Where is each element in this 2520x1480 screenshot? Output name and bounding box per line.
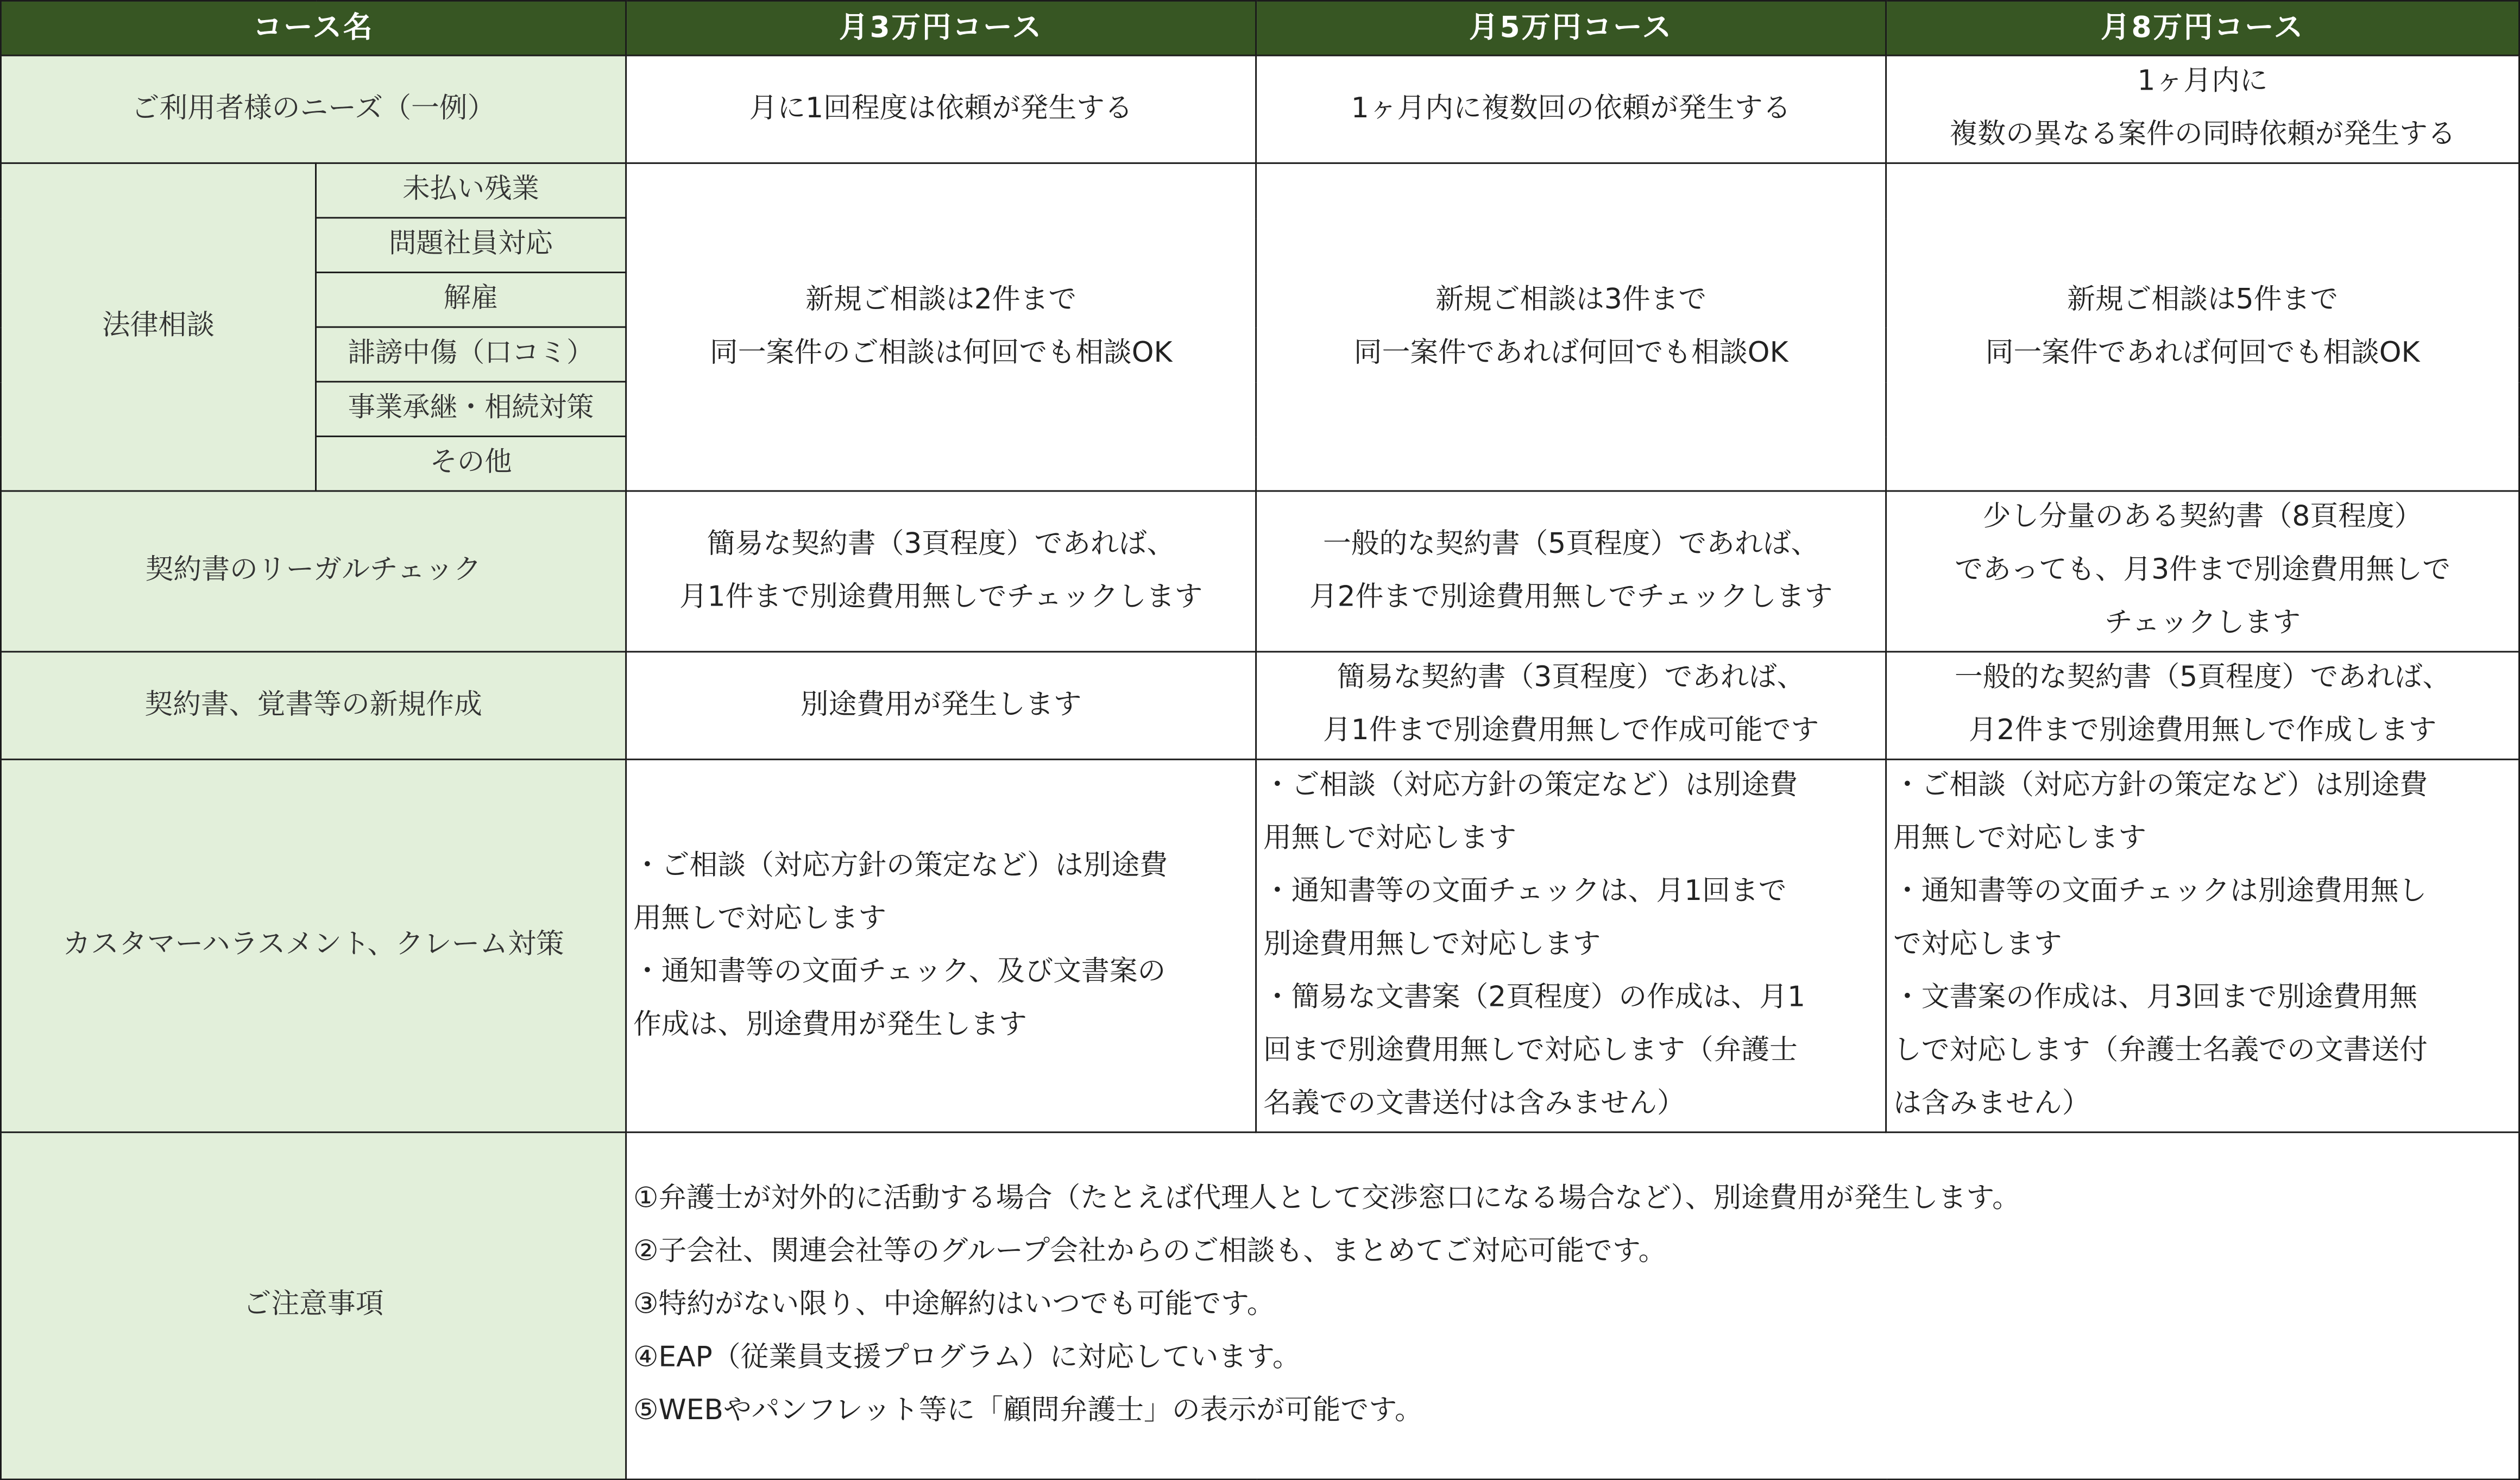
cell-line: 新規ご相談は3件まで — [1435, 284, 1707, 316]
needs-course-5 — [1256, 55, 1886, 163]
cell-line: ・文書案の作成は、月3回まで別途費用無 — [1893, 982, 2418, 1015]
contract-new-course-3 — [626, 652, 1256, 759]
harassment-course-5 — [1256, 759, 1886, 1132]
needs-row — [1, 55, 2519, 163]
needs-course-3 — [626, 55, 1256, 163]
contract-check-course-3 — [626, 491, 1256, 652]
cell-line: 同一案件であれば何回でも相談OK — [1985, 336, 2420, 369]
cell-line: しで対応します（弁護士名義での文書送付 — [1893, 1035, 2428, 1067]
harassment-row — [1, 759, 2519, 1132]
cell-line: 一般的な契約書（5頁程度）であれば、 — [1954, 662, 2451, 695]
cell-line: 一般的な契約書（5頁程度）であれば、 — [1322, 528, 1819, 560]
cell-line: 別途費用が発生します — [800, 689, 1082, 721]
cell-line: ・通知書等の文面チェック、及び文書案の — [633, 955, 1166, 988]
cell-line: 簡易な契約書（3頁程度）であれば、 — [707, 528, 1175, 560]
cell-line: は含みません） — [1893, 1088, 2090, 1120]
cell-line: 月1件まで別途費用無しで作成可能です — [1322, 715, 1819, 748]
notes-row — [1, 1132, 2519, 1479]
harassment-course-3 — [626, 759, 1256, 1132]
cell-line: 少し分量のある契約書（8頁程度） — [1982, 501, 2423, 534]
cell-line: で対応します — [1893, 929, 2062, 961]
contract-check-label: 契約書のリーガルチェック — [1, 491, 626, 652]
header-course-8: 月8万円コース — [1886, 1, 2519, 55]
cell-line: ③特約がない限り、中途解約はいつでも可能です。 — [633, 1289, 1275, 1321]
notes-label: ご注意事項 — [1, 1132, 626, 1479]
contract-new-row — [1, 652, 2519, 759]
cell-line: ・通知書等の文面チェックは別途費用無し — [1893, 876, 2427, 908]
contract-check-row — [1, 491, 2519, 652]
legal-course-5 — [1256, 163, 1886, 491]
cell-line: 同一案件のご相談は何回でも相談OK — [709, 336, 1173, 369]
legal-topic-succession: 事業承継・相続対策 — [316, 382, 626, 437]
legal-label: 法律相談 — [1, 163, 316, 491]
cell-line: ・ご相談（対応方針の策定など）は別途費 — [1893, 770, 2428, 802]
cell-line: チェックします — [2105, 607, 2301, 640]
cell-line: 回まで別途費用無しで対応します（弁護士 — [1263, 1035, 1798, 1067]
legal-course-3 — [626, 163, 1256, 491]
cell-line: 作成は、別途費用が発生します — [633, 1008, 1027, 1041]
header-course-3: 月3万円コース — [626, 1, 1256, 55]
cell-line: ・ご相談（対応方針の策定など）は別途費 — [1263, 770, 1798, 802]
header-course-name: コース名 — [1, 1, 626, 55]
cell-line: 月2件まで別途費用無しで作成します — [1968, 715, 2437, 748]
legal-row — [1, 163, 2519, 218]
contract-new-course-5 — [1256, 652, 1886, 759]
needs-course-8 — [1886, 55, 2519, 163]
legal-course-8 — [1886, 163, 2519, 491]
cell-line: ・簡易な文書案（2頁程度）の作成は、月1 — [1263, 982, 1806, 1015]
cell-line: 簡易な契約書（3頁程度）であれば、 — [1337, 662, 1805, 695]
cell-line: 用無しで対応します — [1893, 823, 2147, 855]
legal-topic-dismissal: 解雇 — [316, 273, 626, 328]
cell-line: ⑤WEBやパンフレット等に「顧問弁護士」の表示が可能です。 — [633, 1395, 1423, 1427]
harassment-label: カスタマーハラスメント、クレーム対策 — [1, 759, 626, 1132]
legal-topic-problem-employee: 問題社員対応 — [316, 218, 626, 273]
cell-line: 1ヶ月内に複数回の依頼が発生する — [1351, 92, 1791, 125]
cell-line: 1ヶ月内に — [2137, 66, 2268, 98]
cell-line: 同一案件であれば何回でも相談OK — [1353, 336, 1788, 369]
cell-line: 用無しで対応します — [633, 902, 887, 935]
header-course-5: 月5万円コース — [1256, 1, 1886, 55]
needs-label: ご利用者様のニーズ（一例） — [1, 55, 626, 163]
contract-new-label: 契約書、覚書等の新規作成 — [1, 652, 626, 759]
cell-line: 名義での文書送付は含みません） — [1263, 1088, 1685, 1120]
legal-topic-unpaid-overtime: 未払い残業 — [316, 163, 626, 218]
cell-line: 月2件まで別途費用無しでチェックします — [1309, 581, 1833, 613]
notes-list — [626, 1132, 2519, 1479]
legal-topic-other: その他 — [316, 436, 626, 491]
harassment-course-8 — [1886, 759, 2519, 1132]
cell-line: 月1件まで別途費用無しでチェックします — [679, 581, 1203, 613]
cell-line: ・通知書等の文面チェックは、月1回まで — [1263, 876, 1787, 908]
cell-line: 新規ご相談は5件まで — [2067, 284, 2339, 316]
cell-line: ②子会社、関連会社等のグループ会社からのご相談も、まとめてご対応可能です。 — [633, 1236, 1667, 1268]
cell-line: 用無しで対応します — [1263, 823, 1517, 855]
cell-line: 新規ご相談は2件まで — [805, 284, 1077, 316]
contract-check-course-8 — [1886, 491, 2519, 652]
cell-line: であっても、月3件まで別途費用無しで — [1955, 554, 2451, 587]
header-row — [1, 1, 2519, 55]
cell-line: 別途費用無しで対応します — [1263, 929, 1601, 961]
cell-line: ①弁護士が対外的に活動する場合（たとえば代理人として交渉窓口になる場合など）、別途費用が発生します。 — [633, 1182, 2020, 1216]
contract-check-course-5 — [1256, 491, 1886, 652]
contract-new-course-8 — [1886, 652, 2519, 759]
cell-line: ④EAP（従業員支援プログラム）に対応しています。 — [633, 1342, 1301, 1375]
cell-line: 複数の異なる案件の同時依頼が発生する — [1949, 118, 2456, 152]
cell-line: 月に1回程度は依頼が発生する — [749, 92, 1133, 125]
cell-line: ・ご相談（対応方針の策定など）は別途費 — [633, 849, 1168, 882]
legal-topic-defamation: 誹謗中傷（口コミ） — [316, 327, 626, 382]
